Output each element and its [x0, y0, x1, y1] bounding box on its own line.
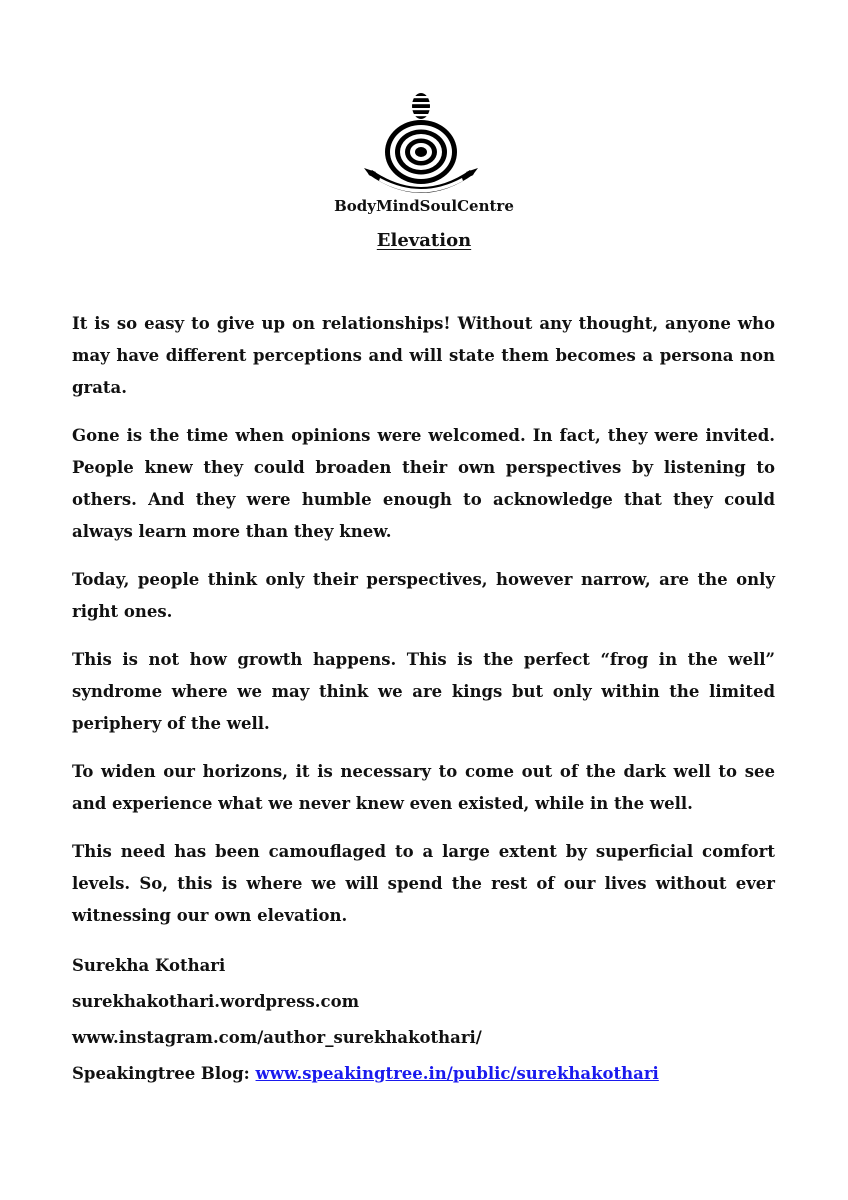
logo-body-spiral	[385, 120, 457, 184]
article-body	[72, 308, 775, 1092]
blog-line	[72, 1056, 775, 1092]
organization-name: BodyMindSoulCentre	[334, 197, 514, 215]
paragraph: This is not how growth happens. This is the perfect “frog in the well” syndrome where we may think we are kings but only within the limited periphery of the well.	[72, 650, 775, 733]
blog-label: Speakingtree Blog:	[72, 1064, 256, 1083]
author-name: Surekha Kothari	[72, 956, 226, 975]
author-instagram: www.instagram.com/author_surekhakothari/	[72, 1028, 482, 1047]
paragraph: To widen our horizons, it is necessary to come out of the dark well to see and experience what we never knew even existed, while in the well.	[72, 762, 775, 813]
paragraph: This need has been camouflaged to a large extent by superficial comfort levels. So, this is where we will spend the rest of our lives without ever witnessing our own elevation.	[72, 842, 775, 925]
document-title	[0, 230, 848, 251]
paragraph: Gone is the time when opinions were welcomed. In fact, they were invited. People knew they could broaden their own perspectives by listening to others. And they were humble enough to acknowledge that they could always learn more than they knew.	[72, 426, 775, 541]
paragraph: Today, people think only their perspectives, however narrow, are the only right ones.	[72, 570, 775, 621]
meditating-figure-spiral-icon	[362, 92, 480, 198]
author-website: surekhakothari.wordpress.com	[72, 992, 360, 1011]
document-title-text: Elevation	[376, 230, 472, 251]
blog-link[interactable]: www.speakingtree.in/public/surekhakothari	[255, 1064, 659, 1083]
signature-block	[72, 948, 775, 1092]
logo-head	[411, 93, 431, 119]
paragraph: It is so easy to give up on relationships! Without any thought, anyone who may have different perceptions and will state them becomes a persona non grata.	[72, 314, 775, 397]
